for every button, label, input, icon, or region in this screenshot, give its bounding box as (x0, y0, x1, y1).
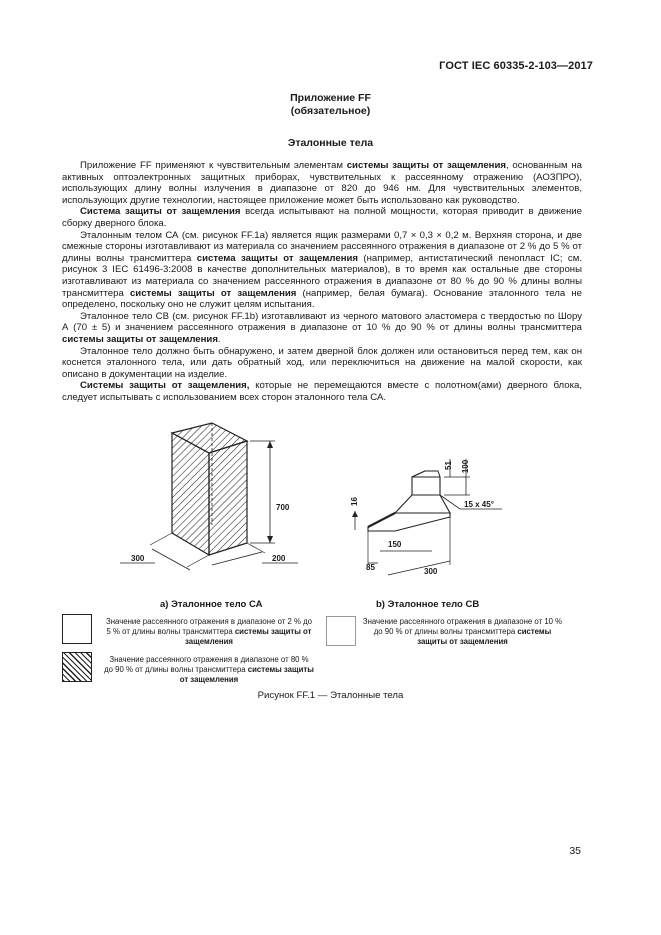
reference-body-cb (349, 459, 502, 575)
annex-heading (0, 92, 661, 118)
body-text (62, 160, 582, 403)
caption-body-cb: b) Эталонное тело СВ (376, 599, 480, 610)
text-run: Значение рассеянного отражения в диапазоне от 2 % до 5 % от длины волны трансмиттера (106, 617, 312, 636)
text-run: (например, белая бумага). Основание эталонного тела не определено, поскольку оно не служит целям испытания. (62, 287, 583, 311)
cb-base (368, 513, 450, 531)
text-run: Эталонное тело должно быть обнаружено, и затем дверной блок должен или остановиться перед тем, как он коснется эталонного тела, или дать обратный ход, или переключиться на движение на малой скорости, как описано в документации на изделие. (62, 345, 582, 380)
term-bold: система защиты от защемления (196, 252, 358, 264)
text-run: Значение рассеянного отражения в диапазоне от 10 % до 90 % от длины волны трансмиттера (362, 617, 563, 636)
term-bold: системы защиты от защемления (62, 333, 218, 345)
figure-title: Рисунок FF.1 — Эталонные тела (257, 690, 404, 701)
annex-status: (обязательное) (290, 105, 371, 117)
paragraph-4 (62, 311, 582, 346)
cb-wedge (395, 495, 450, 513)
text-run: . (217, 333, 221, 345)
legend-swatch-cb (326, 616, 356, 646)
caption-body-ca: а) Эталонное тело СА (160, 599, 263, 610)
annex-title: Приложение FF (290, 92, 371, 104)
legend-text-plain (104, 617, 314, 646)
legend-swatch-plain (62, 614, 92, 644)
text-run: Эталонное тело СВ (см. рисунок FF.1b) изготавливают из черного матового эластомера с твердостью по Шору А (70 ± 5) и значением рассеянного отражения в диапазоне от 10 % до 90 % от длины волны трансмиттера (62, 310, 582, 334)
term-bold: системы защиты от защемления (346, 160, 506, 171)
standard-code: ГОСТ IEC 60335-2-103—2017 (439, 60, 593, 72)
dim-cb-100: 100 (461, 459, 471, 474)
text-run: всегда испытывают на полной мощности, которая приводит в движение сборку дверного блока. (62, 206, 582, 229)
dim-ca-depth: 300 (131, 554, 145, 563)
figure-drawings (0, 415, 661, 600)
ca-right-face (209, 441, 247, 555)
dim-cb-51: 51 (443, 461, 453, 470)
paragraph-6 (62, 380, 582, 403)
text-run: Значение рассеянного отражения в диапазоне от 80 % до 90 % от длины волны трансмиттера (104, 655, 309, 674)
term-bold: системы защиты от защемления (179, 664, 314, 684)
dim-cb-16: 16 (349, 497, 359, 506)
term-bold: Система защиты от защемления (80, 206, 241, 218)
paragraph-5 (62, 346, 582, 381)
dim-cb-85: 85 (366, 563, 375, 572)
paragraph-3 (62, 230, 582, 311)
paragraph-1 (62, 160, 582, 206)
legend-text-cb (360, 617, 565, 646)
text-run: , основанным на активных оптоэлектронных защитных приборах, чувствительных к рассеянному отражению (АОЗПРО), использующих длину волны излучения в диапазоне от 820 до 946 нм. Для чувствительных элементов, использующих другие технологии, настоящее приложение может быть использовано как руководство. (62, 160, 582, 206)
section-title: Эталонные тела (287, 137, 374, 149)
legend-text-hatched (104, 655, 314, 684)
page-number: 35 (569, 845, 581, 857)
ca-front-face (172, 433, 209, 555)
dim-cb-chamfer: 15 x 45° (464, 500, 494, 509)
text-run: Приложение FF применяют к чувствительным элементам (80, 160, 347, 171)
text-run: Эталонным телом СА (см. рисунок FF.1а) является ящик размерами 0,7 × 0,3 × 0,2 м. Верхняя сторона, и две смежные стороны изготавливают из материала со значением рассеянного отражения в диапазоне от 2 % до 5 % от длины волны трансмиттера (62, 229, 582, 264)
term-bold: системы защиты от защемления (129, 287, 297, 299)
legend-swatch-hatched (62, 652, 92, 682)
reference-body-ca (120, 423, 298, 570)
text-run: которые не перемещаются вместе с полотном(ами) дверного блока, следует испытывать с использованием всех сторон эталонного тела СА. (62, 380, 582, 403)
text-run: (например, антистатический пенопласт IC; см. рисунок 3 IEC 61496-3:2008 в качестве дополнительных материалов), в то время как остальные две стороны изготавливают из материала со значением рассеянного отражения в диапазоне от 80 % до 90 % длины волны трансмиттера (62, 252, 582, 299)
dim-cb-300: 300 (424, 567, 438, 576)
term-bold: системы защиты от защемления (185, 626, 312, 646)
dim-cb-150: 150 (388, 540, 402, 549)
dim-ca-width: 200 (272, 554, 286, 563)
term-bold: системы защиты от защемления (417, 626, 552, 646)
term-bold: Системы защиты от защемления, (80, 380, 250, 392)
dim-ca-height: 700 (276, 503, 290, 512)
paragraph-2 (62, 206, 582, 229)
